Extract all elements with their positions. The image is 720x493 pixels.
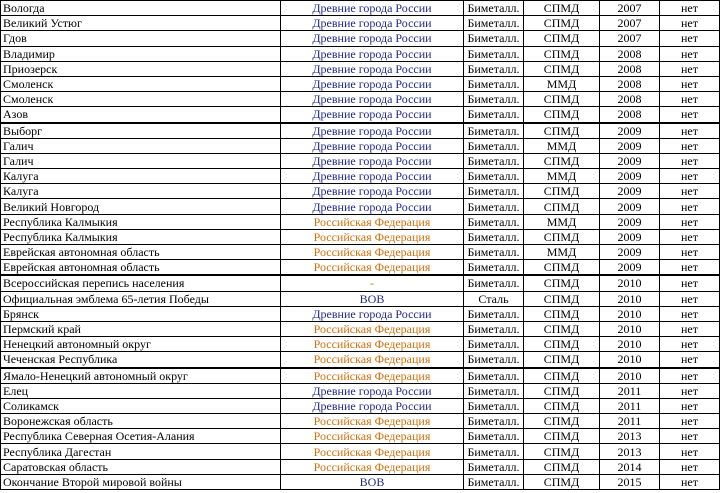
metal-cell: Биметалл. <box>464 31 524 46</box>
year-cell: 2009 <box>600 138 660 153</box>
year-cell: 2009 <box>600 199 660 214</box>
mint-cell: СПМД <box>524 429 600 444</box>
metal-cell: Биметалл. <box>464 321 524 336</box>
table-row <box>1 169 720 184</box>
year-cell: 2010 <box>600 368 660 384</box>
metal-cell: Биметалл. <box>464 184 524 199</box>
table-row <box>1 138 720 153</box>
series-cell: Российская Федерация <box>281 214 464 229</box>
coin-name-cell: Владимир <box>1 46 281 61</box>
mint-cell: ММД <box>524 169 600 184</box>
mint-cell: СПМД <box>524 306 600 321</box>
series-cell: Российская Федерация <box>281 352 464 368</box>
coin-name-cell: Официальная эмблема 65-летия Победы <box>1 291 281 306</box>
metal-cell: Биметалл. <box>464 275 524 291</box>
series-cell: Древние города России <box>281 92 464 107</box>
series-cell: Древние города России <box>281 16 464 31</box>
metal-cell: Биметалл. <box>464 229 524 244</box>
coin-name-cell: Ненецкий автономный округ <box>1 337 281 352</box>
metal-cell: Биметалл. <box>464 76 524 91</box>
year-cell: 2010 <box>600 337 660 352</box>
coin-name-cell: Саратовская область <box>1 459 281 474</box>
mint-cell: СПМД <box>524 61 600 76</box>
table-row <box>1 184 720 199</box>
table-row <box>1 107 720 123</box>
coin-name-cell: Приозерск <box>1 61 281 76</box>
year-cell: 2008 <box>600 61 660 76</box>
metal-cell: Биметалл. <box>464 337 524 352</box>
coin-name-cell: Елец <box>1 383 281 398</box>
series-cell: Российская Федерация <box>281 337 464 352</box>
table-row <box>1 337 720 352</box>
mint-cell: ММД <box>524 245 600 260</box>
mint-cell: ММД <box>524 138 600 153</box>
box-cell: нет <box>660 1 720 16</box>
table-row <box>1 291 720 306</box>
series-cell: Древние города России <box>281 184 464 199</box>
year-cell: 2010 <box>600 291 660 306</box>
series-cell: Древние города России <box>281 123 464 139</box>
box-cell: нет <box>660 459 720 474</box>
year-cell: 2013 <box>600 429 660 444</box>
coin-name-cell: Гдов <box>1 31 281 46</box>
metal-cell: Биметалл. <box>464 429 524 444</box>
table-row <box>1 245 720 260</box>
metal-cell: Биметалл. <box>464 414 524 429</box>
mint-cell: СПМД <box>524 1 600 16</box>
series-cell: Древние города России <box>281 153 464 168</box>
table-row <box>1 61 720 76</box>
mint-cell: СПМД <box>524 260 600 276</box>
series-cell: Российская Федерация <box>281 414 464 429</box>
coin-name-cell: Республика Северная Осетия-Алания <box>1 429 281 444</box>
mint-cell: ММД <box>524 76 600 91</box>
metal-cell: Биметалл. <box>464 123 524 139</box>
coin-name-cell: Великий Новгород <box>1 199 281 214</box>
table-row <box>1 383 720 398</box>
mint-cell: СПМД <box>524 16 600 31</box>
table-row <box>1 398 720 413</box>
year-cell: 2008 <box>600 76 660 91</box>
series-cell: ВОВ <box>281 474 464 489</box>
metal-cell: Биметалл. <box>464 169 524 184</box>
coin-table-body <box>1 1 720 490</box>
mint-cell: СПМД <box>524 31 600 46</box>
table-row <box>1 199 720 214</box>
metal-cell: Биметалл. <box>464 260 524 276</box>
table-row <box>1 459 720 474</box>
year-cell: 2009 <box>600 153 660 168</box>
year-cell: 2008 <box>600 92 660 107</box>
series-cell: ВОВ <box>281 291 464 306</box>
series-cell: Древние города России <box>281 398 464 413</box>
mint-cell: СПМД <box>524 474 600 489</box>
series-cell: Российская Федерация <box>281 459 464 474</box>
metal-cell: Биметалл. <box>464 368 524 384</box>
box-cell: нет <box>660 414 720 429</box>
year-cell: 2009 <box>600 123 660 139</box>
mint-cell: СПМД <box>524 414 600 429</box>
coin-name-cell: Ямало-Ненецкий автономный округ <box>1 368 281 384</box>
series-cell: Древние города России <box>281 31 464 46</box>
series-cell: Российская Федерация <box>281 368 464 384</box>
table-row <box>1 474 720 489</box>
mint-cell: СПМД <box>524 459 600 474</box>
metal-cell: Биметалл. <box>464 474 524 489</box>
metal-cell: Сталь <box>464 291 524 306</box>
table-row <box>1 1 720 16</box>
coin-name-cell: Азов <box>1 107 281 123</box>
coin-name-cell: Воронежская область <box>1 414 281 429</box>
box-cell: нет <box>660 61 720 76</box>
table-row <box>1 429 720 444</box>
table-row <box>1 444 720 459</box>
series-cell: Российская Федерация <box>281 321 464 336</box>
mint-cell: СПМД <box>524 383 600 398</box>
series-cell: Древние города России <box>281 61 464 76</box>
mint-cell: СПМД <box>524 107 600 123</box>
box-cell: нет <box>660 92 720 107</box>
metal-cell: Биметалл. <box>464 199 524 214</box>
coin-name-cell: Великий Устюг <box>1 16 281 31</box>
year-cell: 2009 <box>600 260 660 276</box>
metal-cell: Биметалл. <box>464 153 524 168</box>
year-cell: 2010 <box>600 306 660 321</box>
metal-cell: Биметалл. <box>464 46 524 61</box>
table-row <box>1 229 720 244</box>
box-cell: нет <box>660 306 720 321</box>
year-cell: 2009 <box>600 169 660 184</box>
box-cell: нет <box>660 46 720 61</box>
year-cell: 2010 <box>600 321 660 336</box>
table-row <box>1 123 720 139</box>
table-row <box>1 321 720 336</box>
metal-cell: Биметалл. <box>464 61 524 76</box>
box-cell: нет <box>660 184 720 199</box>
coin-name-cell: Выборг <box>1 123 281 139</box>
coin-name-cell: Галич <box>1 153 281 168</box>
mint-cell: СПМД <box>524 229 600 244</box>
coin-name-cell: Республика Дагестан <box>1 444 281 459</box>
mint-cell: СПМД <box>524 398 600 413</box>
box-cell: нет <box>660 245 720 260</box>
box-cell: нет <box>660 169 720 184</box>
mint-cell: СПМД <box>524 123 600 139</box>
year-cell: 2008 <box>600 107 660 123</box>
year-cell: 2009 <box>600 229 660 244</box>
box-cell: нет <box>660 138 720 153</box>
box-cell: нет <box>660 123 720 139</box>
table-row <box>1 368 720 384</box>
coin-name-cell: Брянск <box>1 306 281 321</box>
box-cell: нет <box>660 474 720 489</box>
mint-cell: СПМД <box>524 444 600 459</box>
table-row <box>1 352 720 368</box>
box-cell: нет <box>660 337 720 352</box>
year-cell: 2008 <box>600 46 660 61</box>
series-cell: Древние города России <box>281 107 464 123</box>
year-cell: 2009 <box>600 245 660 260</box>
year-cell: 2007 <box>600 31 660 46</box>
table-row <box>1 306 720 321</box>
table-row <box>1 153 720 168</box>
coin-name-cell: Калуга <box>1 184 281 199</box>
mint-cell: СПМД <box>524 92 600 107</box>
series-cell: Древние города России <box>281 383 464 398</box>
series-cell: Древние города России <box>281 46 464 61</box>
metal-cell: Биметалл. <box>464 306 524 321</box>
series-cell: Российская Федерация <box>281 429 464 444</box>
coin-name-cell: Еврейская автономная область <box>1 260 281 276</box>
box-cell: нет <box>660 383 720 398</box>
series-cell: Российская Федерация <box>281 229 464 244</box>
mint-cell: СПМД <box>524 368 600 384</box>
year-cell: 2015 <box>600 474 660 489</box>
box-cell: нет <box>660 398 720 413</box>
coin-name-cell: Соликамск <box>1 398 281 413</box>
coin-name-cell: Вологда <box>1 1 281 16</box>
metal-cell: Биметалл. <box>464 92 524 107</box>
series-cell: Древние города России <box>281 1 464 16</box>
series-cell: Древние города России <box>281 138 464 153</box>
coin-name-cell: Чеченская Республика <box>1 352 281 368</box>
box-cell: нет <box>660 107 720 123</box>
coin-name-cell: Республика Калмыкия <box>1 229 281 244</box>
year-cell: 2011 <box>600 383 660 398</box>
year-cell: 2013 <box>600 444 660 459</box>
series-cell: Древние города России <box>281 76 464 91</box>
metal-cell: Биметалл. <box>464 398 524 413</box>
box-cell: нет <box>660 260 720 276</box>
series-cell: Древние города России <box>281 306 464 321</box>
box-cell: нет <box>660 321 720 336</box>
box-cell: нет <box>660 352 720 368</box>
year-cell: 2010 <box>600 275 660 291</box>
year-cell: 2011 <box>600 398 660 413</box>
coin-name-cell: Галич <box>1 138 281 153</box>
coin-name-cell: Всероссийская перепись населения <box>1 275 281 291</box>
coin-name-cell: Смоленск <box>1 92 281 107</box>
metal-cell: Биметалл. <box>464 138 524 153</box>
table-row <box>1 275 720 291</box>
table-row <box>1 260 720 276</box>
coin-name-cell: Окончание Второй мировой войны <box>1 474 281 489</box>
year-cell: 2010 <box>600 352 660 368</box>
box-cell: нет <box>660 429 720 444</box>
box-cell: нет <box>660 368 720 384</box>
coin-name-cell: Республика Калмыкия <box>1 214 281 229</box>
series-cell: - <box>281 275 464 291</box>
year-cell: 2014 <box>600 459 660 474</box>
mint-cell: СПМД <box>524 199 600 214</box>
table-row <box>1 16 720 31</box>
year-cell: 2009 <box>600 214 660 229</box>
table-row <box>1 414 720 429</box>
mint-cell: СПМД <box>524 46 600 61</box>
year-cell: 2007 <box>600 16 660 31</box>
metal-cell: Биметалл. <box>464 383 524 398</box>
mint-cell: СПМД <box>524 337 600 352</box>
metal-cell: Биметалл. <box>464 16 524 31</box>
box-cell: нет <box>660 153 720 168</box>
metal-cell: Биметалл. <box>464 1 524 16</box>
metal-cell: Биметалл. <box>464 107 524 123</box>
box-cell: нет <box>660 76 720 91</box>
box-cell: нет <box>660 16 720 31</box>
coin-name-cell: Еврейская автономная область <box>1 245 281 260</box>
table-row <box>1 214 720 229</box>
metal-cell: Биметалл. <box>464 444 524 459</box>
metal-cell: Биметалл. <box>464 352 524 368</box>
mint-cell: СПМД <box>524 321 600 336</box>
year-cell: 2007 <box>600 1 660 16</box>
series-cell: Российская Федерация <box>281 245 464 260</box>
mint-cell: СПМД <box>524 291 600 306</box>
mint-cell: СПМД <box>524 352 600 368</box>
series-cell: Древние города России <box>281 169 464 184</box>
series-cell: Древние города России <box>281 199 464 214</box>
table-row <box>1 46 720 61</box>
metal-cell: Биметалл. <box>464 214 524 229</box>
metal-cell: Биметалл. <box>464 459 524 474</box>
metal-cell: Биметалл. <box>464 245 524 260</box>
box-cell: нет <box>660 275 720 291</box>
table-row <box>1 92 720 107</box>
box-cell: нет <box>660 444 720 459</box>
coin-name-cell: Калуга <box>1 169 281 184</box>
mint-cell: СПМД <box>524 184 600 199</box>
series-cell: Российская Федерация <box>281 260 464 276</box>
year-cell: 2009 <box>600 184 660 199</box>
box-cell: нет <box>660 214 720 229</box>
table-row <box>1 31 720 46</box>
coin-name-cell: Пермский край <box>1 321 281 336</box>
table-row <box>1 76 720 91</box>
box-cell: нет <box>660 31 720 46</box>
box-cell: нет <box>660 199 720 214</box>
series-cell: Российская Федерация <box>281 444 464 459</box>
mint-cell: ММД <box>524 214 600 229</box>
mint-cell: СПМД <box>524 275 600 291</box>
box-cell: нет <box>660 291 720 306</box>
mint-cell: СПМД <box>524 153 600 168</box>
box-cell: нет <box>660 229 720 244</box>
coin-name-cell: Смоленск <box>1 76 281 91</box>
year-cell: 2011 <box>600 414 660 429</box>
